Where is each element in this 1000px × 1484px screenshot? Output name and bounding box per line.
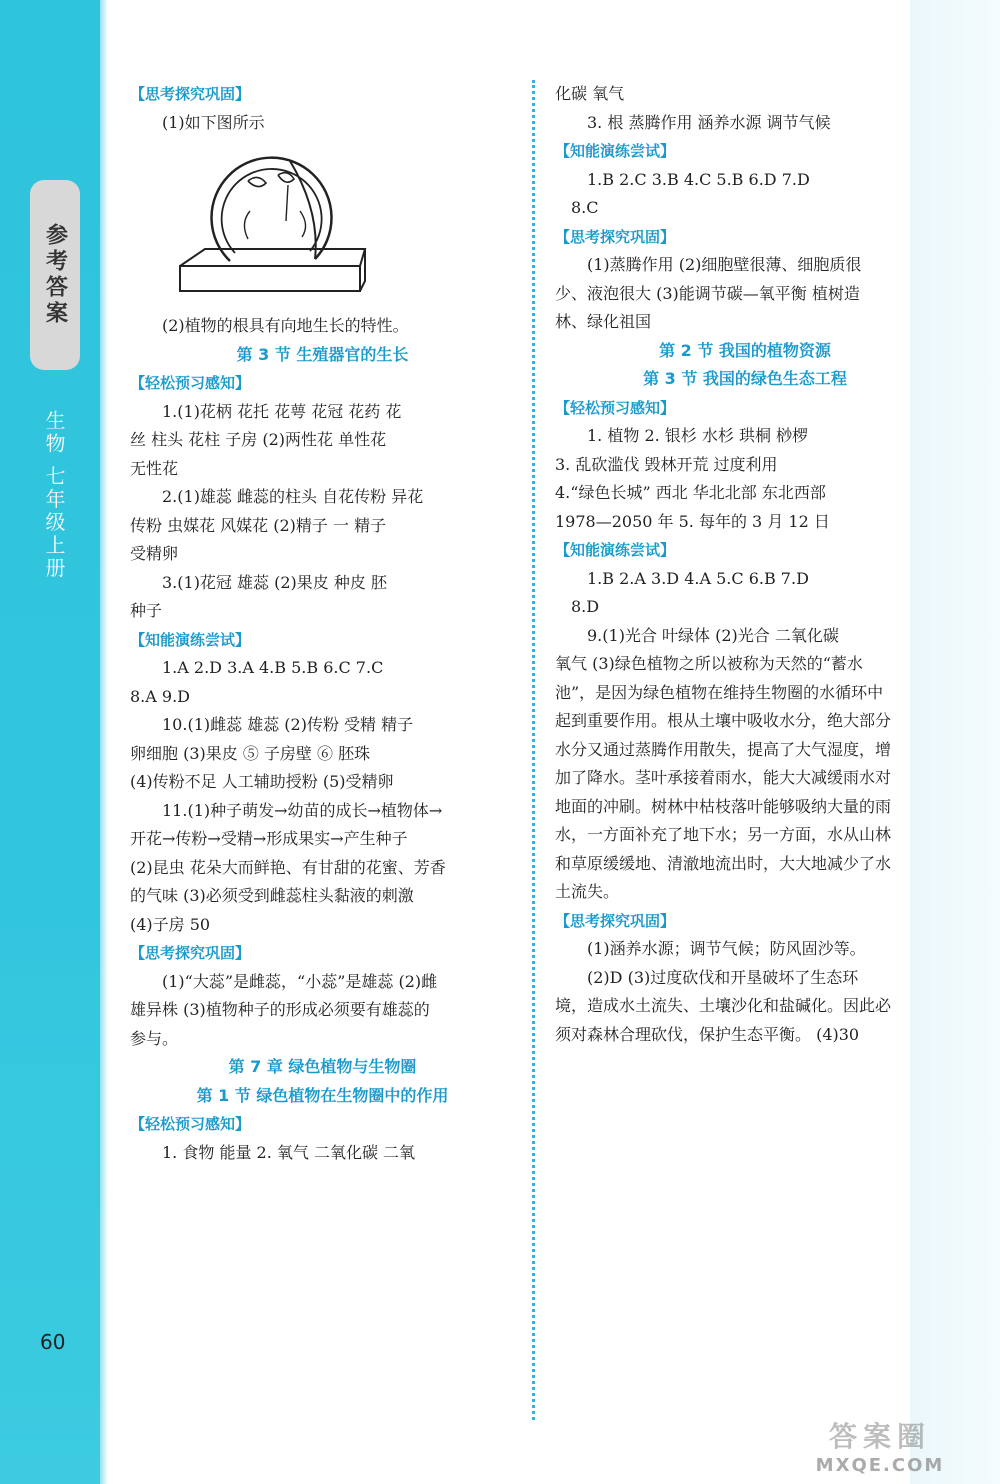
answer-line: 水分又通过蒸腾作用散失，提高了大气湿度，增 <box>555 739 892 759</box>
answer-line: 10.(1)雌蕊 雄蕊 (2)传粉 受精 精子 <box>162 715 414 734</box>
answer-line: 少、液泡很大 (3)能调节碳—氧平衡 植树造 <box>555 283 860 303</box>
section-heading: 第 2 节 我国的植物资源 <box>659 340 831 360</box>
answer-line: 传粉 虫媒花 风媒花 (2)精子 一 精子 <box>130 515 387 535</box>
answer-line: 境，造成水土流失、土壤沙化和盐碱化。因此必 <box>555 996 892 1015</box>
answer-line: 8.A 9.D <box>130 686 190 706</box>
figure <box>130 137 515 312</box>
answer-line: (1)蒸腾作用 (2)细胞壁很薄、细胞质很 <box>587 255 862 274</box>
answer-line: 受精卵 <box>130 544 179 563</box>
answer-line: 地面的冲刷。树林中枯枝落叶能够吸纳大量的雨 <box>555 796 892 816</box>
section-tag: 【思考探究巩固】 <box>130 85 251 103</box>
answer-line: 9.(1)光合 叶绿体 (2)光合 二氧化碳 <box>587 625 839 645</box>
answer-line: 3.(1)花冠 雄蕊 (2)果皮 种皮 胚 <box>162 572 387 592</box>
answer-line: 种子 <box>130 601 163 620</box>
answer-line: (4)传粉不足 人工辅助授粉 (5)受精卵 <box>130 772 394 791</box>
germination-figure-icon <box>170 141 370 306</box>
answer-line: (2)昆虫 花朵大而鲜艳、有甘甜的花蜜、芳香 <box>130 857 446 877</box>
section-heading: 第 7 章 绿色植物与生物圈 <box>228 1057 417 1076</box>
answer-line: 1978—2050 年 5. 每年的 3 月 12 日 <box>555 511 830 531</box>
answer-line: 氧气 (3)绿色植物之所以被称为天然的“蓄水 <box>555 654 863 673</box>
answer-line: 起到重要作用。根从土壤中吸收水分，绝大部分 <box>555 711 892 730</box>
answer-line: 无性花 <box>130 458 179 478</box>
book-subject-label: 生物 七年级上册 <box>42 410 66 581</box>
answer-line: 1. 植物 2. 银杉 水杉 珙桐 桫椤 <box>587 426 809 445</box>
section-tag: 【思考探究巩固】 <box>130 944 251 962</box>
answer-line: 1.(1)花柄 花托 花萼 花冠 花药 花 <box>162 401 402 421</box>
section-tag: 【轻松预习感知】 <box>130 1115 251 1133</box>
section-tag: 【轻松预习感知】 <box>555 398 676 417</box>
answer-line: 的气味 (3)必须受到雌蕊柱头黏液的刺激 <box>130 886 414 905</box>
section-tag: 【知能演练尝试】 <box>555 541 676 559</box>
answer-line: 化碳 氧气 <box>555 84 625 103</box>
answer-line: 须对森林合理砍伐，保护生态平衡。 (4)30 <box>555 1024 860 1044</box>
page-number: 60 <box>40 1330 66 1354</box>
answer-line: 土流失。 <box>555 882 620 901</box>
section-tag: 【知能演练尝试】 <box>555 142 676 160</box>
watermark-bottom: MXQE.COM <box>815 1455 945 1476</box>
answer-line: 参与。 <box>130 1028 179 1048</box>
answer-line: 加了降水。茎叶承接着雨水，能大大减缓雨水对 <box>555 768 892 787</box>
section-heading: 第 3 节 我国的绿色生态工程 <box>643 369 847 388</box>
watermark-top: 答案圈 <box>828 1420 931 1453</box>
answer-line: (2)D (3)过度砍伐和开垦破坏了生态环 <box>587 967 859 987</box>
section-tag: 【思考探究巩固】 <box>555 911 676 930</box>
answer-line: 3. 根 蒸腾作用 涵养水源 调节气候 <box>587 112 831 132</box>
answer-line: 水，一方面补充了地下水；另一方面，水从山林 <box>555 825 892 844</box>
answer-line: (2)植物的根具有向地生长的特性。 <box>162 316 409 335</box>
right-column <box>555 80 935 1049</box>
answer-line: (1)如下图所示 <box>162 112 265 132</box>
answer-line: (1)“大蕊”是雌蕊，“小蕊”是雄蕊 (2)雌 <box>162 971 438 991</box>
answer-line: 和草原缓缓地、清澈地流出时，大大地减少了水 <box>555 853 892 873</box>
answer-line: 池”，是因为绿色植物在维持生物圈的水循环中 <box>555 682 884 702</box>
section-tag: 【知能演练尝试】 <box>130 630 251 649</box>
answer-line: 11.(1)种子萌发→幼苗的成长→植物体→ <box>162 800 443 820</box>
answer-line: (4)子房 50 <box>130 914 211 934</box>
section-tag: 【思考探究巩固】 <box>555 227 676 246</box>
answer-line: 林、绿化祖国 <box>555 312 652 331</box>
answer-line: 1.B 2.C 3.B 4.C 5.B 6.D 7.D <box>587 169 810 189</box>
answer-line: 开花→传粉→受精→形成果实→产生种子 <box>130 829 408 848</box>
column-divider <box>532 80 535 1420</box>
answer-line: 3. 乱砍滥伐 毁林开荒 过度利用 <box>555 454 778 474</box>
left-column <box>130 80 515 1167</box>
section-heading: 第 3 节 生殖器官的生长 <box>236 344 409 364</box>
section-heading: 第 1 节 绿色植物在生物圈中的作用 <box>196 1085 449 1105</box>
section-tab <box>30 180 80 370</box>
answer-line: (1)涵养水源；调节气候；防风固沙等。 <box>587 939 866 958</box>
answer-line: 1. 食物 能量 2. 氧气 二氧化碳 二氧 <box>162 1142 416 1162</box>
section-tab-label: 参考答案 <box>42 223 68 327</box>
answer-line: 8.C <box>571 198 599 217</box>
answer-line: 1.B 2.A 3.D 4.A 5.C 6.B 7.D <box>587 568 809 588</box>
answer-line: 8.D <box>571 597 600 616</box>
answer-line: 丝 柱头 花柱 子房 (2)两性花 单性花 <box>130 430 387 449</box>
answer-line: 卵细胞 (3)果皮 ⑤ 子房壁 ⑥ 胚珠 <box>130 743 371 763</box>
answer-line: 1.A 2.D 3.A 4.B 5.B 6.C 7.C <box>162 658 384 677</box>
answer-line: 2.(1)雄蕊 雌蕊的柱头 自花传粉 异花 <box>162 487 424 506</box>
watermark-logo <box>790 1415 970 1475</box>
answer-line: 雄异株 (3)植物种子的形成必须要有雄蕊的 <box>130 1000 430 1019</box>
answer-line: 4.“绿色长城” 西北 华北北部 东北西部 <box>555 483 826 502</box>
section-tag: 【轻松预习感知】 <box>130 374 251 392</box>
